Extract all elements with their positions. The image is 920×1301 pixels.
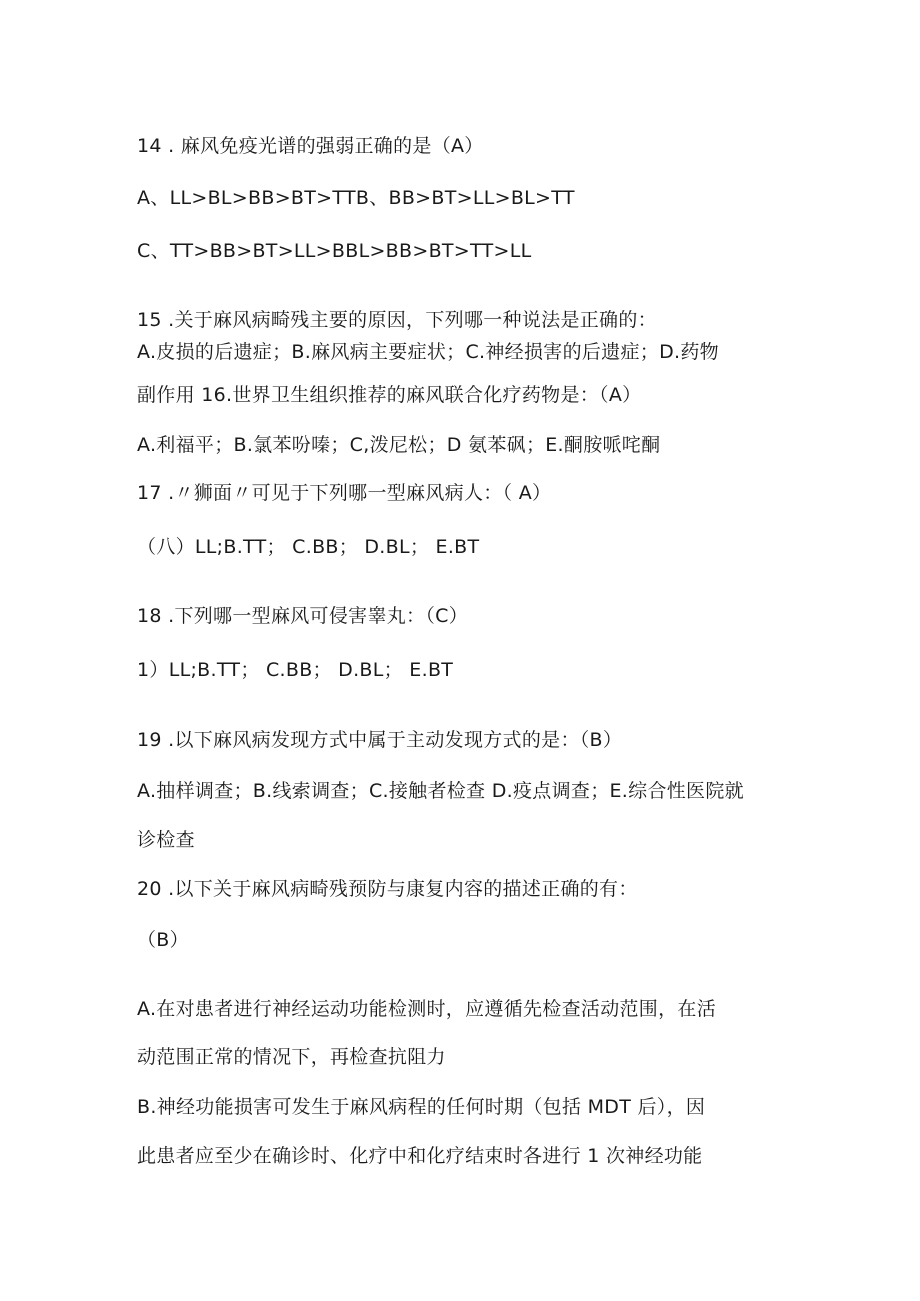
- question-19-stem: 19 .以下麻风病发现方式中属于主动发现方式的是：（B）: [137, 729, 623, 751]
- question-18-options: 1）LL;B.TT； C.BB； D.BL； E.BT: [137, 659, 454, 681]
- question-20-option-a: A.在对患者进行神经运动功能检测时，应遵循先检查活动范围，在活: [137, 998, 717, 1020]
- question-15-options: A.皮损的后遗症；B.麻风病主要症状；C.神经损害的后遗症；D.药物: [137, 341, 719, 363]
- question-17-stem: 17 .〃狮面〃可见于下列哪一型麻风病人：（ A）: [137, 482, 552, 504]
- question-19-options: A.抽样调查；B.线索调查；C.接触者检查 D.疫点调查；E.综合性医院就: [137, 780, 744, 802]
- question-18-stem: 18 .下列哪一型麻风可侵害睾丸：（C）: [137, 605, 469, 627]
- question-20-stem: 20 .以下关于麻风病畸残预防与康复内容的描述正确的有：: [137, 878, 638, 900]
- question-20-answer: （B）: [137, 929, 189, 951]
- question-15-stem: 15 .关于麻风病畸残主要的原因，下列哪一种说法是正确的：: [137, 309, 657, 331]
- question-17-options: （八）LL;B.TT； C.BB； D.BL； E.BT: [137, 536, 480, 558]
- question-20-option-b: B.神经功能损害可发生于麻风病程的任何时期（包括 MDT 后），因: [137, 1096, 706, 1118]
- question-20-option-a-cont: 动范围正常的情况下，再检查抗阻力: [137, 1046, 446, 1068]
- question-14-options-ab: A、LL>BL>BB>BT>TTB、BB>BT>LL>BL>TT: [137, 187, 575, 209]
- question-14-stem: 14 . 麻风免疫光谱的强弱正确的是（A）: [137, 135, 484, 157]
- question-14-options-c: C、TT>BB>BT>LL>BBL>BB>BT>TT>LL: [137, 240, 532, 262]
- question-20-option-b-cont: 此患者应至少在确诊时、化疗中和化疗结束时各进行 1 次神经功能: [137, 1145, 703, 1167]
- question-16-stem: 副作用 16.世界卫生组织推荐的麻风联合化疗药物是：（A）: [137, 384, 642, 406]
- question-19-options-cont: 诊检查: [137, 829, 195, 851]
- question-16-options: A.利福平；B.氯苯吩嗪；C,泼尼松；D 氨苯砜；E.酮胺哌咤酮: [137, 434, 661, 456]
